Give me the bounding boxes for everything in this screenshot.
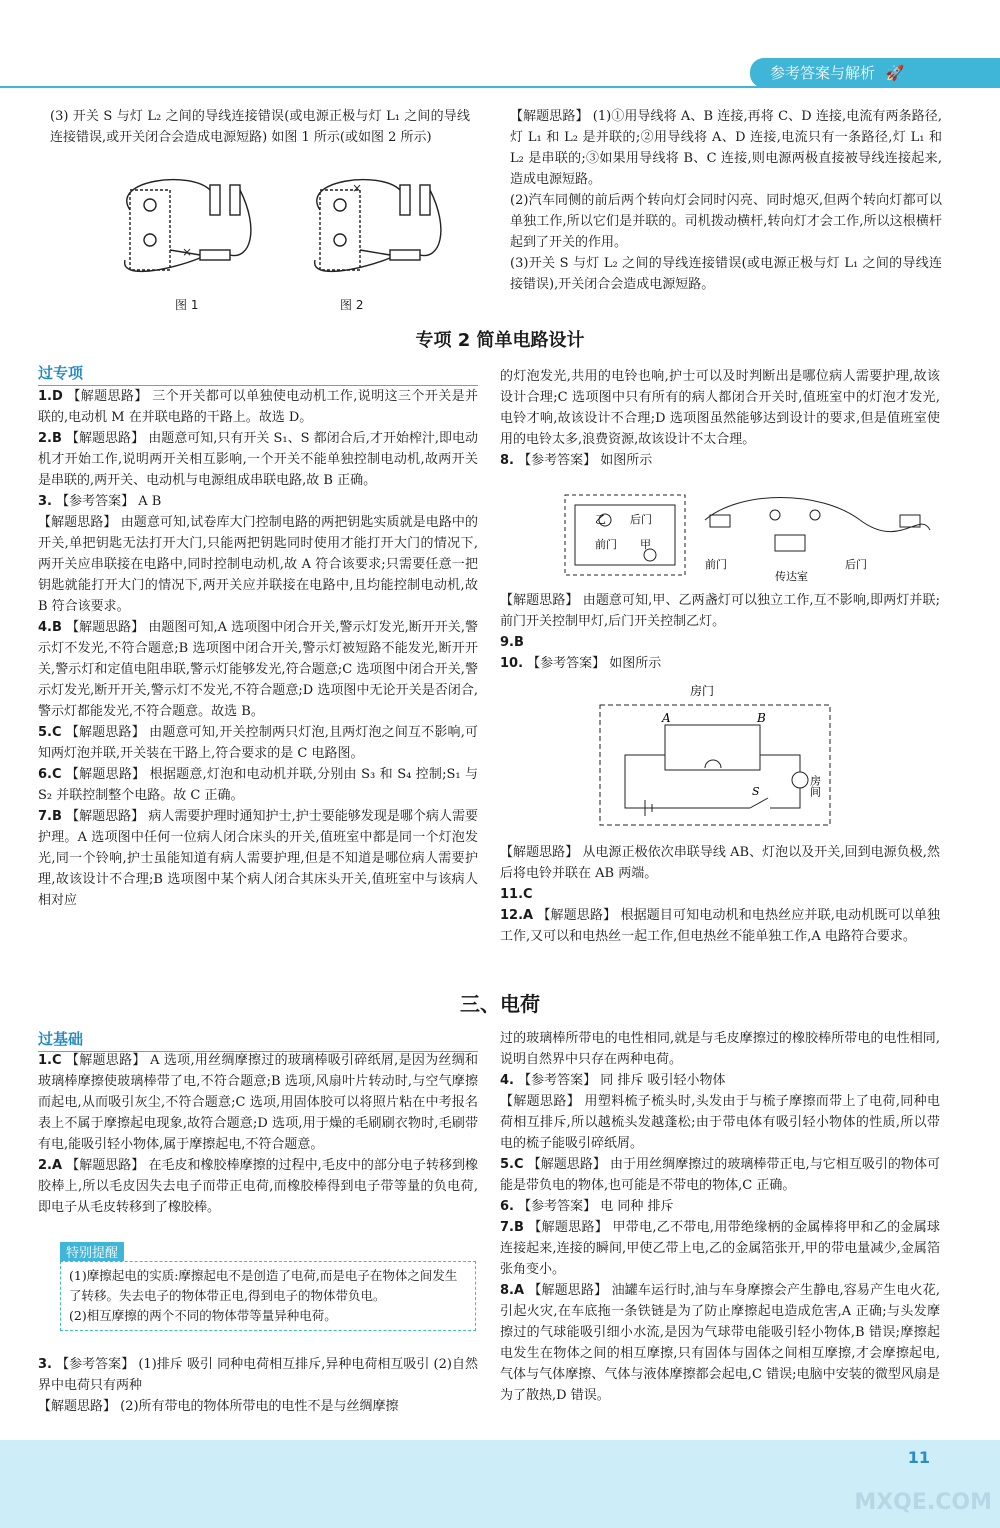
list-item: 8.A 【解题思路】 油罐车运行时,油与车身摩擦会产生静电,容易产生电火花,引起火灾,在车底拖一条铁链是为了防止摩擦起电造成危害,A 正确;与头发摩擦过的气球能吸引细小水流,是因为气球带电能吸引轻小物体,B 错误;摩擦起电发生在物体之间的相互摩擦,只有固体与固体之间相互摩擦,才会摩擦起电,气体与气体摩擦、气体与液体摩擦都会起电,C 错误;电脑中安装的微型风扇是为了散热,D 错误。 <box>500 1283 940 1403</box>
section3-label-bar <box>38 1028 478 1052</box>
svg-text:×: × <box>352 181 363 195</box>
circuit-figures <box>110 170 490 300</box>
top-right-block <box>510 106 942 295</box>
list-item: 10. 【参考答案】 如图所示 <box>500 656 662 671</box>
section2-label: 过专项 <box>38 364 84 382</box>
fig10-room: 房间 <box>808 775 822 797</box>
list-item: 11.C <box>500 887 533 902</box>
header-tab <box>750 58 1000 88</box>
section2-title: 专项 2 简单电路设计 <box>415 330 585 351</box>
list-item: 【解题思路】 (2)所有带电的物体所带电的电性不是与丝绸摩擦 <box>38 1399 399 1414</box>
fig8-jia: 甲 <box>640 538 651 551</box>
section2-right-list-3 <box>500 842 940 947</box>
figure-1 <box>125 180 251 272</box>
fig8-hou-right: 后门 <box>845 558 867 571</box>
section3-title: 三、电荷 <box>460 992 540 1016</box>
list-item: 6. 【参考答案】 电 同种 排斥 <box>500 1199 674 1214</box>
section2-left-list <box>38 386 478 911</box>
watermark: MXQE.COM <box>854 1490 992 1515</box>
list-item: 2.A 【解题思路】 在毛皮和橡胶棒摩擦的过程中,毛皮中的部分电子转移到橡胶棒上,所以毛皮因失去电子而带正电荷,而橡胶棒得到电子带等量的负电荷,即电子从毛皮转移到了橡胶棒。 <box>38 1158 478 1215</box>
rocket-icon: 🚀 <box>885 64 905 82</box>
list-item: 【解题思路】 由题意可知,试卷库大门控制电路的两把钥匙实质就是电路中的开关,单把钥匙无法打开大门,只能两把钥匙同时使用才能打开大门的情况下,两开关应串联接在电路中,同时控制电动机,故 A 符合该要求;只需要任意一把钥匙就能打开大门的情况下,两开关应并联接在电路中,且均能控制电动机,故 B 符合该要求。 <box>38 515 478 614</box>
section2-label-bar <box>38 362 478 386</box>
page-number: 11 <box>907 1448 930 1467</box>
figure-2-caption: 图 2 <box>340 298 364 312</box>
fig8-qian: 前门 <box>595 538 617 551</box>
tip-box <box>60 1242 476 1331</box>
section2-right-list-2 <box>500 590 940 674</box>
list-item: 3. 【参考答案】 A B <box>38 494 162 509</box>
list-item: 7.B 【解题思路】 甲带电,乙不带电,用带绝缘柄的金属棒将甲和乙的金属球连接起来,连接的瞬间,甲使乙带上电,乙的金属箔张开,甲的带电量减少,金属箔张角变小。 <box>500 1220 940 1277</box>
list-item: 【解题思路】 用塑料梳子梳头时,头发由于与梳子摩擦而带上了电荷,同种电荷相互排斥,所以越梳头发越蓬松;由于带电体有吸引轻小物体的性质,所以带电的梳子能吸引碎纸屑。 <box>500 1094 940 1151</box>
fig10-a: A <box>662 711 671 725</box>
tip-title: 特别提醒 <box>60 1242 124 1261</box>
list-item: 1.D 【解题思路】 三个开关都可以单独使电动机工作,说明这三个开关是并联的,电动机 M 在并联电路的干路上。故选 D。 <box>38 389 479 425</box>
list-item: 2.B 【解题思路】 由题意可知,只有开关 S₁、S 都闭合后,才开始榨汁,即电动机才开始工作,说明两开关相互影响,一个开关不能单独控制电动机,故两开关是串联的,两开关、电动机与电源组成串联电路,故 B 正确。 <box>38 431 478 488</box>
section3-right-list <box>500 1028 940 1406</box>
section3-label: 过基础 <box>38 1030 84 1048</box>
fig8-qian-right: 前门 <box>705 558 727 571</box>
svg-text:×: × <box>182 245 193 259</box>
list-item: 7.B 【解题思路】 病人需要护理时通知护士,护士要能够发现是哪个病人需要护理。A 选项图中任何一位病人闭合床头的开关,值班室中都是同一个灯泡发光,同一个铃响,护士虽能知道有病人需要护理,但是不知道是哪位病人需要护理,故该设计不合理;B 选项图中某个病人闭合其床头开关,值班室中与该病人相对应 <box>38 809 478 908</box>
header-title: 参考答案与解析 <box>770 64 876 82</box>
fig8-hou: 后门 <box>630 513 652 526</box>
section2-right-list <box>500 366 940 471</box>
list-item: 8. 【参考答案】 如图所示 <box>500 453 653 468</box>
list-item: 3. 【参考答案】 (1)排斥 吸引 同种电荷相互排斥,异种电荷相互吸引 (2)自然界中电荷只有两种 <box>38 1357 478 1393</box>
fig10-door: 房门 <box>690 684 715 698</box>
fig8-room: 传达室 <box>775 570 808 583</box>
top-right-para-3: (3)开关 S 与灯 L₂ 之间的导线连接错误(或电源正极与灯 L₁ 之间的导线连接错误),开关闭合会造成电源短路。 <box>510 256 942 292</box>
section3-left-list <box>38 1050 478 1218</box>
tip-line-2: (2)相互摩擦的两个不同的物体带等量异种电荷。 <box>69 1308 337 1323</box>
list-item: 4.B 【解题思路】 由题图可知,A 选项图中闭合开关,警示灯发光,断开开关,警示灯不发光,不符合题意;B 选项图中闭合开关,警示灯被短路不能发光,断开开关,警示灯和定值电阻串联,警示灯能够发光,符合题意;C 选项图中闭合开关,警示灯发光,断开开关,警示灯不发光,不符合题意;D 选项图中无论开关是否闭合,警示灯都能发光,不符合题意。故选 B。 <box>38 620 478 719</box>
figure-10 <box>590 680 870 830</box>
top-left-block <box>50 106 470 148</box>
list-item: 5.C 【解题思路】 由题意可知,开关控制两只灯泡,且两灯泡之间互不影响,可知两灯泡并联,开关装在干路上,符合要求的是 C 电路图。 <box>38 725 478 761</box>
list-item: 12.A 【解题思路】 根据题目可知电动机和电热丝应并联,电动机既可以单独工作,又可以和电热丝一起工作,但电热丝不能单独工作,A 电路符合要求。 <box>500 908 940 944</box>
fig8-yi: 乙 <box>595 513 606 526</box>
tip-line-1: (1)摩擦起电的实质:摩擦起电不是创造了电荷,而是电子在物体之间发生了转移。失去电子的物体带正电,得到电子的物体带负电。 <box>69 1268 458 1303</box>
figure-2 <box>315 180 441 272</box>
list-item: 【解题思路】 由题意可知,甲、乙两盏灯可以独立工作,互不影响,即两灯并联;前门开关控制甲灯,后门开关控制乙灯。 <box>500 593 940 629</box>
figure-1-caption: 图 1 <box>175 298 199 312</box>
list-item: 的灯泡发光,共用的电铃也响,护士可以及时判断出是哪位病人需要护理,故该设计合理;C 选项图中只有所有的病人都闭合开关时,值班室中的灯泡才发光,电铃才响,故该设计不合理;D 选项图虽然能够达到设计的要求,但是值班室使用的电铃太多,浪费资源,故该设计不太合理。 <box>500 369 940 447</box>
list-item: 6.C 【解题思路】 根据题意,灯泡和电动机并联,分别由 S₃ 和 S₄ 控制;S₁ 与 S₂ 并联控制整个电路。故 C 正确。 <box>38 767 478 803</box>
fig10-s: S <box>752 785 760 798</box>
list-item: 1.C 【解题思路】 A 选项,用丝绸摩擦过的玻璃棒吸引碎纸屑,是因为丝绸和玻璃棒摩擦使玻璃棒带了电,不符合题意;B 选项,风扇叶片转动时,与空气摩擦而起电,从而吸引灰尘,不符合题意;C 选项,用固体胶可以将照片粘在中考报名表上不属于摩擦起电现象,故符合题意;D 选项,用于燥的毛刷刷衣物时,毛刷带有电,能吸引轻小物体,属于摩擦起电,不符合题意。 <box>38 1053 478 1152</box>
list-item: 9.B <box>500 635 524 650</box>
list-item: 5.C 【解题思路】 由于用丝绸摩擦过的玻璃棒带正电,与它相互吸引的物体可能是带负电的物体,也可能是不带电的物体,C 正确。 <box>500 1157 940 1193</box>
top-right-para-1: 【解题思路】 (1)①用导线将 A、B 连接,再将 C、D 连接,电流有两条路径,灯 L₁ 和 L₂ 是并联的;②用导线将 A、D 连接,电流只有一条路径,灯 L₁ 和 L₂ 是串联的;③如果用导线将 B、C 连接,则电源两极直接被导线连接起来,造成电源短路。 <box>510 109 942 187</box>
footer-band <box>0 1440 1000 1528</box>
fig10-b: B <box>757 711 766 725</box>
list-item: 4. 【参考答案】 同 排斥 吸引轻小物体 <box>500 1073 726 1088</box>
top-left-text: (3) 开关 S 与灯 L₂ 之间的导线连接错误(或电源正极与灯 L₁ 之间的导线连接错误,或开关闭合会造成电源短路) 如图 1 所示(或如图 2 所示) <box>50 109 470 145</box>
tip-content <box>60 1261 476 1331</box>
list-item: 过的玻璃棒所带电的电性相同,就是与毛皮摩擦过的橡胶棒所带电的电性相同,说明自然界中只存在两种电荷。 <box>500 1031 940 1067</box>
top-right-para-2: (2)汽车同侧的前后两个转向灯会同时闪亮、同时熄灭,但两个转向灯都可以单独工作,所以它们是并联的。司机拨动横杆,转向灯才会工作,所以这根横杆起到了开关的作用。 <box>510 193 942 250</box>
section3-left-list-2 <box>38 1354 478 1417</box>
list-item: 【解题思路】 从电源正极依次串联导线 AB、灯泡以及开关,回到电源负极,然后将电铃并联在 AB 两端。 <box>500 845 940 881</box>
figure-8 <box>560 490 940 585</box>
